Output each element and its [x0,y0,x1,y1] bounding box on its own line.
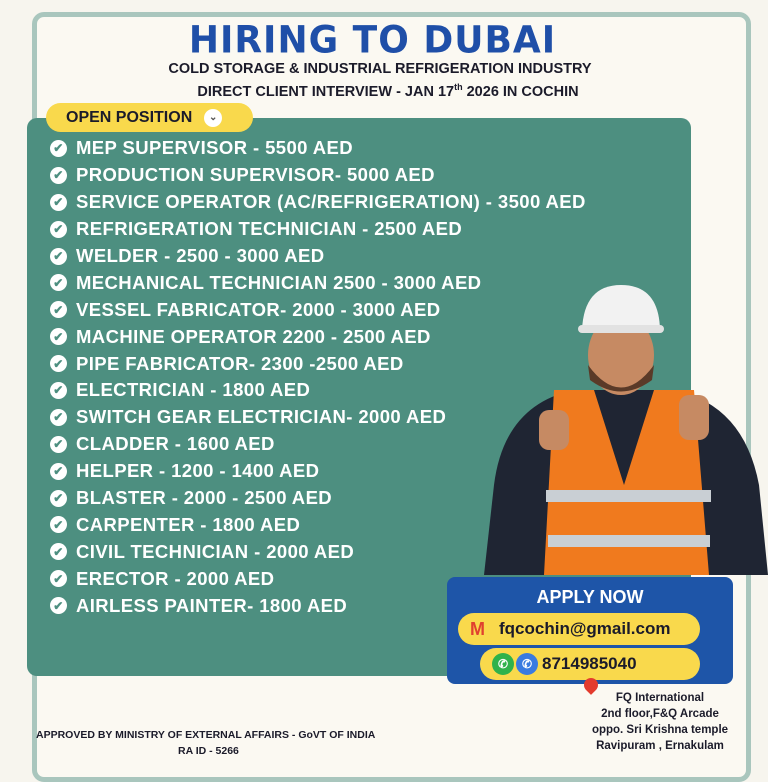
whatsapp-icon: ✆ [492,653,514,675]
interview-info [8,82,768,100]
address [580,690,740,754]
check-circle-icon: ✔ [50,140,67,157]
industry-subtitle: COLD STORAGE & INDUSTRIAL REFRIGERATION INDUSTRY [168,61,592,77]
check-circle-icon: ✔ [50,194,67,211]
job-title: AIRLESS PAINTER- 1800 AED [76,594,348,616]
job-title: ELECTRICIAN - 1800 AED [76,379,311,401]
chevron-down-icon: ⌄ [204,109,222,127]
job-item [50,189,586,216]
address-line: FQ International [615,692,705,704]
open-position-badge [46,103,253,132]
worker-photo [484,285,768,575]
check-circle-icon: ✔ [50,248,67,265]
job-title: CARPENTER - 1800 AED [76,513,301,535]
check-circle-icon: ✔ [50,436,67,453]
check-circle-icon: ✔ [50,597,67,614]
job-title: MECHANICAL TECHNICIAN 2500 - 3000 AED [76,271,482,293]
page-title: HIRING TO DUBAI [188,18,557,63]
check-circle-icon: ✔ [50,490,67,507]
job-title: BLASTER - 2000 - 2500 AED [76,487,333,509]
check-circle-icon: ✔ [50,570,67,587]
check-circle-icon: ✔ [50,463,67,480]
job-title: SERVICE OPERATOR (AC/REFRIGERATION) - 3500 AED [76,191,586,213]
approval-note [36,727,375,759]
open-position-label: OPEN POSITION [66,108,193,126]
job-item [50,162,586,189]
job-item [50,216,586,243]
gmail-icon: M [470,618,485,639]
check-circle-icon: ✔ [50,543,67,560]
approval-text: APPROVED BY MINISTRY OF EXTERNAL AFFAIRS - GoVT OF INDIA [36,729,376,741]
job-title: PIPE FABRICATOR- 2300 -2500 AED [76,352,404,374]
check-circle-icon: ✔ [50,221,67,238]
job-title: HELPER - 1200 - 1400 AED [76,460,320,482]
check-circle-icon: ✔ [50,274,67,291]
phone-pill[interactable] [480,648,700,680]
job-item [50,135,586,162]
job-title: MACHINE OPERATOR 2200 - 2500 AED [76,325,431,347]
apply-box [447,577,733,684]
job-title: MEP SUPERVISOR - 5500 AED [76,137,353,159]
address-line: 2nd floor,F&Q Arcade [601,708,719,720]
phone-number[interactable]: 8714985040 [542,654,637,673]
job-title: CIVIL TECHNICIAN - 2000 AED [76,540,355,562]
email-pill[interactable] [458,613,700,645]
interview-location: 2026 IN COCHIN [462,83,579,100]
job-title: VESSEL FABRICATOR- 2000 - 3000 AED [76,298,441,320]
check-circle-icon: ✔ [50,516,67,533]
job-title: SWITCH GEAR ELECTRICIAN- 2000 AED [76,406,447,428]
check-circle-icon: ✔ [50,409,67,426]
job-title: WELDER - 2500 - 3000 AED [76,245,325,266]
address-line: oppo. Sri Krishna temple [591,724,729,736]
job-title: ERECTOR - 2000 AED [76,567,275,589]
job-title: CLADDER - 1600 AED [76,433,275,455]
email-link[interactable]: fqcochin@gmail.com [499,619,671,638]
apply-title: APPLY NOW [536,587,644,607]
check-circle-icon: ✔ [50,301,67,318]
phone-icon: ✆ [516,653,538,675]
ra-id: RA ID - 5266 [178,745,239,757]
address-line: Ravipuram , Ernakulam [596,740,724,752]
check-circle-icon: ✔ [50,167,67,184]
check-circle-icon: ✔ [50,382,67,399]
job-title: PRODUCTION SUPERVISOR- 5000 AED [76,164,435,186]
interview-date: DIRECT CLIENT INTERVIEW - JAN 17 [197,83,455,100]
check-circle-icon: ✔ [50,328,67,345]
check-circle-icon: ✔ [50,355,67,372]
date-suffix: th [454,82,463,92]
job-title: REFRIGERATION TECHNICIAN - 2500 AED [76,218,463,240]
job-item [50,243,586,270]
